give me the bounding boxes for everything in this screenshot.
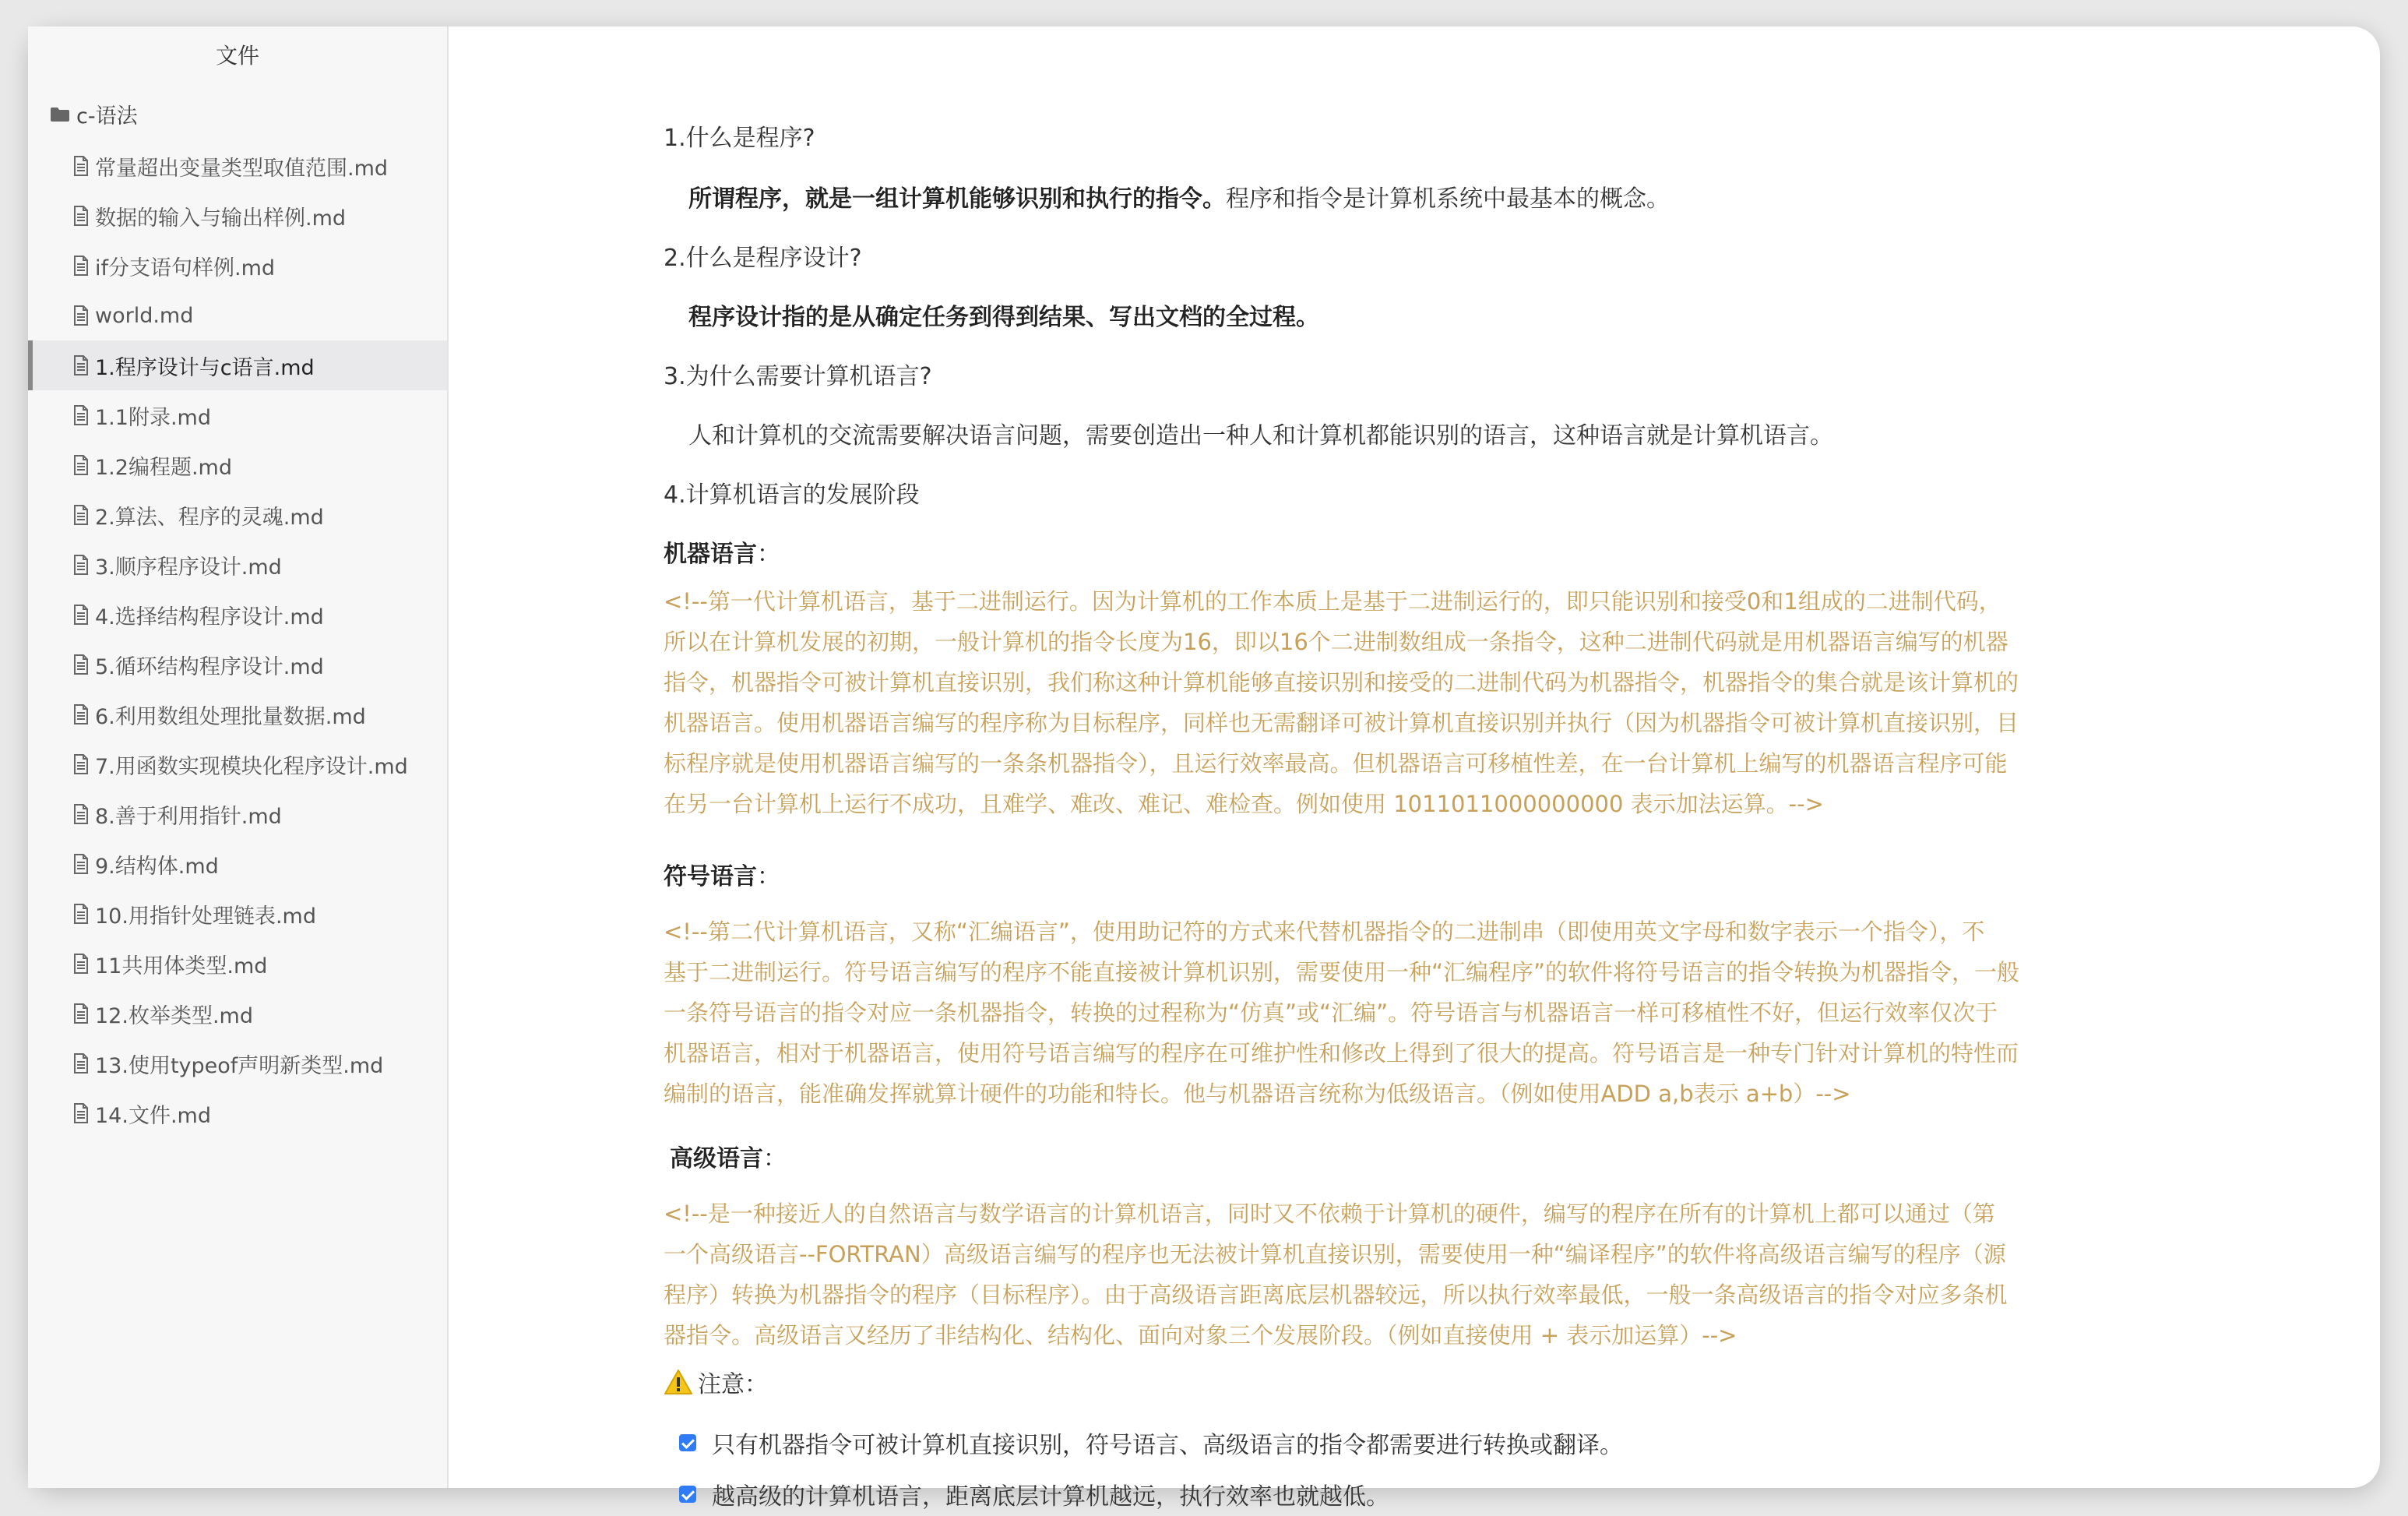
task-text-2: 越高级的计算机语言，距离底层计算机越远，执行效率也就越低。 [712, 1483, 1389, 1511]
high-level-language-label [670, 1139, 787, 1173]
file-item-label: 数据的输入与输出样例.md [95, 206, 347, 231]
comment-line: 一条符号语言的指令对应一条机器指令，转换的过程称为“仿真”或“汇编”。符号语言与机器语言一样可移植性不好，但运行效率仅次于 [664, 1000, 1998, 1026]
task-item-2 [679, 1477, 1389, 1511]
checkbox-checked[interactable] [679, 1486, 696, 1503]
file-item[interactable] [28, 889, 447, 939]
app-window [28, 26, 2380, 1511]
answer-1 [688, 179, 1670, 213]
comment-line: <!--第一代计算机语言，基于二进制运行。因为计算机的工作本质上是基于二进制运行的，即只能识别和接受0和1组成的二进制代码， [664, 588, 2001, 615]
symbol-language-colon: ： [757, 863, 780, 890]
file-item-label: 6.利用数组处理批量数据.md [95, 704, 366, 729]
file-item[interactable] [28, 440, 447, 490]
file-icon [73, 904, 89, 924]
comment-line: 一个高级语言--FORTRAN）高级语言编写的程序也无法被计算机直接识别，需要使用一种“编译程序”的软件将高级语言编写的程序（源 [664, 1241, 2006, 1267]
symbol-language-comment [664, 911, 2190, 1114]
file-item-label: 13.使用typeof声明新类型.md [95, 1053, 384, 1078]
high-level-language-colon: ： [763, 1145, 787, 1172]
note-row [664, 1365, 768, 1399]
file-item[interactable] [28, 291, 447, 340]
file-icon [73, 954, 89, 974]
file-item-label: 3.顺序程序设计.md [95, 555, 282, 580]
comment-line: <!--第二代计算机语言，又称“汇编语言”，使用助记符的方式来代替机器指令的二进制串（即使用英文字母和数字表示一个指令），不 [664, 918, 1985, 945]
answer-2 [688, 298, 1319, 332]
file-icon [73, 455, 89, 475]
file-item-label: 常量超出变量类型取值范围.md [95, 156, 389, 181]
file-item-label: 5.循环结构程序设计.md [95, 654, 324, 679]
file-item-label: world.md [95, 303, 194, 328]
file-item[interactable] [28, 789, 447, 839]
file-item[interactable] [28, 1038, 447, 1088]
heading-q4: 4.计算机语言的发展阶段 [664, 481, 920, 509]
file-item[interactable] [28, 590, 447, 640]
file-item-label: 4.选择结构程序设计.md [95, 605, 324, 629]
machine-language-colon: ： [757, 541, 780, 568]
checkbox-checked[interactable] [679, 1434, 696, 1451]
file-item[interactable] [28, 739, 447, 789]
file-item-label: 1.程序设计与c语言.md [95, 355, 315, 380]
file-item-label: 10.用指针处理链表.md [95, 904, 316, 929]
machine-language-comment [664, 581, 2190, 824]
file-icon [73, 256, 89, 276]
file-item[interactable] [28, 390, 447, 440]
comment-line: 指令，机器指令可被计算机直接识别，我们称这种计算机能够直接识别和接受的二进制代码为机器指令，机器指令的集合就是该计算机的 [664, 669, 2019, 696]
file-icon [73, 555, 89, 575]
file-item-label: if分支语句样例.md [95, 256, 276, 280]
file-icon [73, 1003, 89, 1024]
file-item-label: 11共用体类型.md [95, 954, 268, 978]
file-item[interactable] [28, 241, 447, 291]
file-item[interactable] [28, 540, 447, 590]
comment-line: 所以在计算机发展的初期，一般计算机的指令长度为16，即以16个二进制数组成一条指令，这种二进制代码就是用机器语言编写的机器 [664, 629, 2008, 655]
sidebar-title: 文件 [215, 43, 259, 69]
file-icon [73, 654, 89, 675]
file-icon [73, 156, 89, 176]
file-icon [73, 1103, 89, 1123]
document-content [664, 26, 2202, 1511]
file-item-label: 1.1附录.md [95, 405, 211, 430]
file-icon [73, 704, 89, 725]
folder-c-syntax[interactable] [50, 95, 138, 132]
file-item-label: 7.用函数实现模块化程序设计.md [95, 754, 408, 779]
file-icon [73, 206, 89, 226]
comment-line: 机器语言。使用机器语言编写的程序称为目标程序，同样也无需翻译可被计算机直接识别并执行（因为机器指令可被计算机直接识别，目 [664, 710, 2019, 736]
file-icon [73, 854, 89, 874]
file-icon [73, 355, 89, 375]
file-item[interactable] [28, 839, 447, 889]
file-item[interactable] [28, 141, 447, 191]
file-item[interactable] [28, 490, 447, 540]
file-item[interactable] [28, 191, 447, 241]
high-level-language-text: 高级语言 [670, 1145, 763, 1172]
machine-language-text: 机器语言 [664, 541, 757, 568]
folder-label: c-语法 [76, 104, 138, 129]
file-list [28, 141, 447, 1138]
file-item[interactable] [28, 989, 447, 1038]
file-item-label: 14.文件.md [95, 1103, 211, 1128]
file-icon [73, 804, 89, 824]
symbol-language-label [664, 857, 780, 891]
comment-line: 编制的语言，能准确发挥就算计硬件的功能和特长。他与机器语言统称为低级语言。（例如使用ADD a,b表示 a+b）--> [664, 1081, 1851, 1107]
note-label: 注意： [698, 1371, 768, 1398]
answer-1-rest: 程序和指令是计算机系统中最基本的概念。 [1226, 185, 1670, 213]
comment-line: 机器语言，相对于机器语言，使用符号语言编写的程序在可维护性和修改上得到了很大的提高。符号语言是一种专门针对计算机的特性而 [664, 1040, 2019, 1066]
answer-3: 人和计算机的交流需要解决语言问题，需要创造出一种人和计算机都能识别的语言，这种语言就是计算机语言。 [688, 422, 1833, 450]
comment-line: 标程序就是使用机器语言编写的一条条机器指令），且运行效率最高。但机器语言可移植性差，在一台计算机上编写的机器语言程序可能 [664, 750, 2008, 777]
file-item-label: 9.结构体.md [95, 854, 219, 879]
comment-line: 在另一台计算机上运行不成功，且难学、难改、难记、难检查。例如使用 1011011000000000 表示加法运算。--> [664, 791, 1824, 817]
file-icon [73, 605, 89, 625]
file-item-label: 1.2编程题.md [95, 455, 232, 480]
file-icon [73, 505, 89, 525]
file-icon [73, 754, 89, 774]
file-icon [73, 305, 89, 326]
file-item[interactable] [28, 939, 447, 989]
answer-2-bold: 程序设计指的是从确定任务到得到结果、写出文档的全过程。 [688, 304, 1319, 331]
comment-line: 器指令。高级语言又经历了非结构化、结构化、面向对象三个发展阶段。（例如直接使用 + 表示加运算）--> [664, 1322, 1737, 1349]
file-icon [73, 1053, 89, 1074]
file-item[interactable] [28, 640, 447, 689]
heading-q3: 3.为什么需要计算机语言? [664, 363, 932, 390]
symbol-language-text: 符号语言 [664, 863, 757, 890]
comment-line: 程序）转换为机器指令的程序（目标程序）。由于高级语言距离底层机器较远，所以执行效率最低，一般一条高级语言的指令对应多条机 [664, 1282, 2008, 1308]
task-item-1 [679, 1426, 1623, 1460]
heading-q2: 2.什么是程序设计? [664, 245, 862, 272]
warning-icon [664, 1369, 693, 1395]
comment-line: <!--是一种接近人的自然语言与数学语言的计算机语言，同时又不依赖于计算机的硬件，编写的程序在所有的计算机上都可以通过（第 [664, 1200, 1995, 1227]
task-text-1: 只有机器指令可被计算机直接识别，符号语言、高级语言的指令都需要进行转换或翻译。 [712, 1432, 1623, 1459]
high-level-language-comment [664, 1193, 2190, 1356]
file-item-label: 12.枚举类型.md [95, 1003, 253, 1028]
answer-1-bold: 所谓程序，就是一组计算机能够识别和执行的指令。 [688, 185, 1226, 213]
file-sidebar [28, 26, 449, 1488]
file-item-label: 2.算法、程序的灵魂.md [95, 505, 324, 530]
heading-q1: 1.什么是程序? [664, 125, 815, 152]
file-item[interactable] [28, 689, 447, 739]
folder-icon [50, 107, 70, 122]
machine-language-label [664, 534, 780, 569]
file-item[interactable] [28, 1088, 447, 1138]
file-item[interactable] [28, 340, 447, 390]
comment-line: 基于二进制运行。符号语言编写的程序不能直接被计算机识别，需要使用一种“汇编程序”的软件将符号语言的指令转换为机器指令，一般 [664, 959, 2020, 985]
file-item-label: 8.善于利用指针.md [95, 804, 282, 829]
file-icon [73, 405, 89, 425]
